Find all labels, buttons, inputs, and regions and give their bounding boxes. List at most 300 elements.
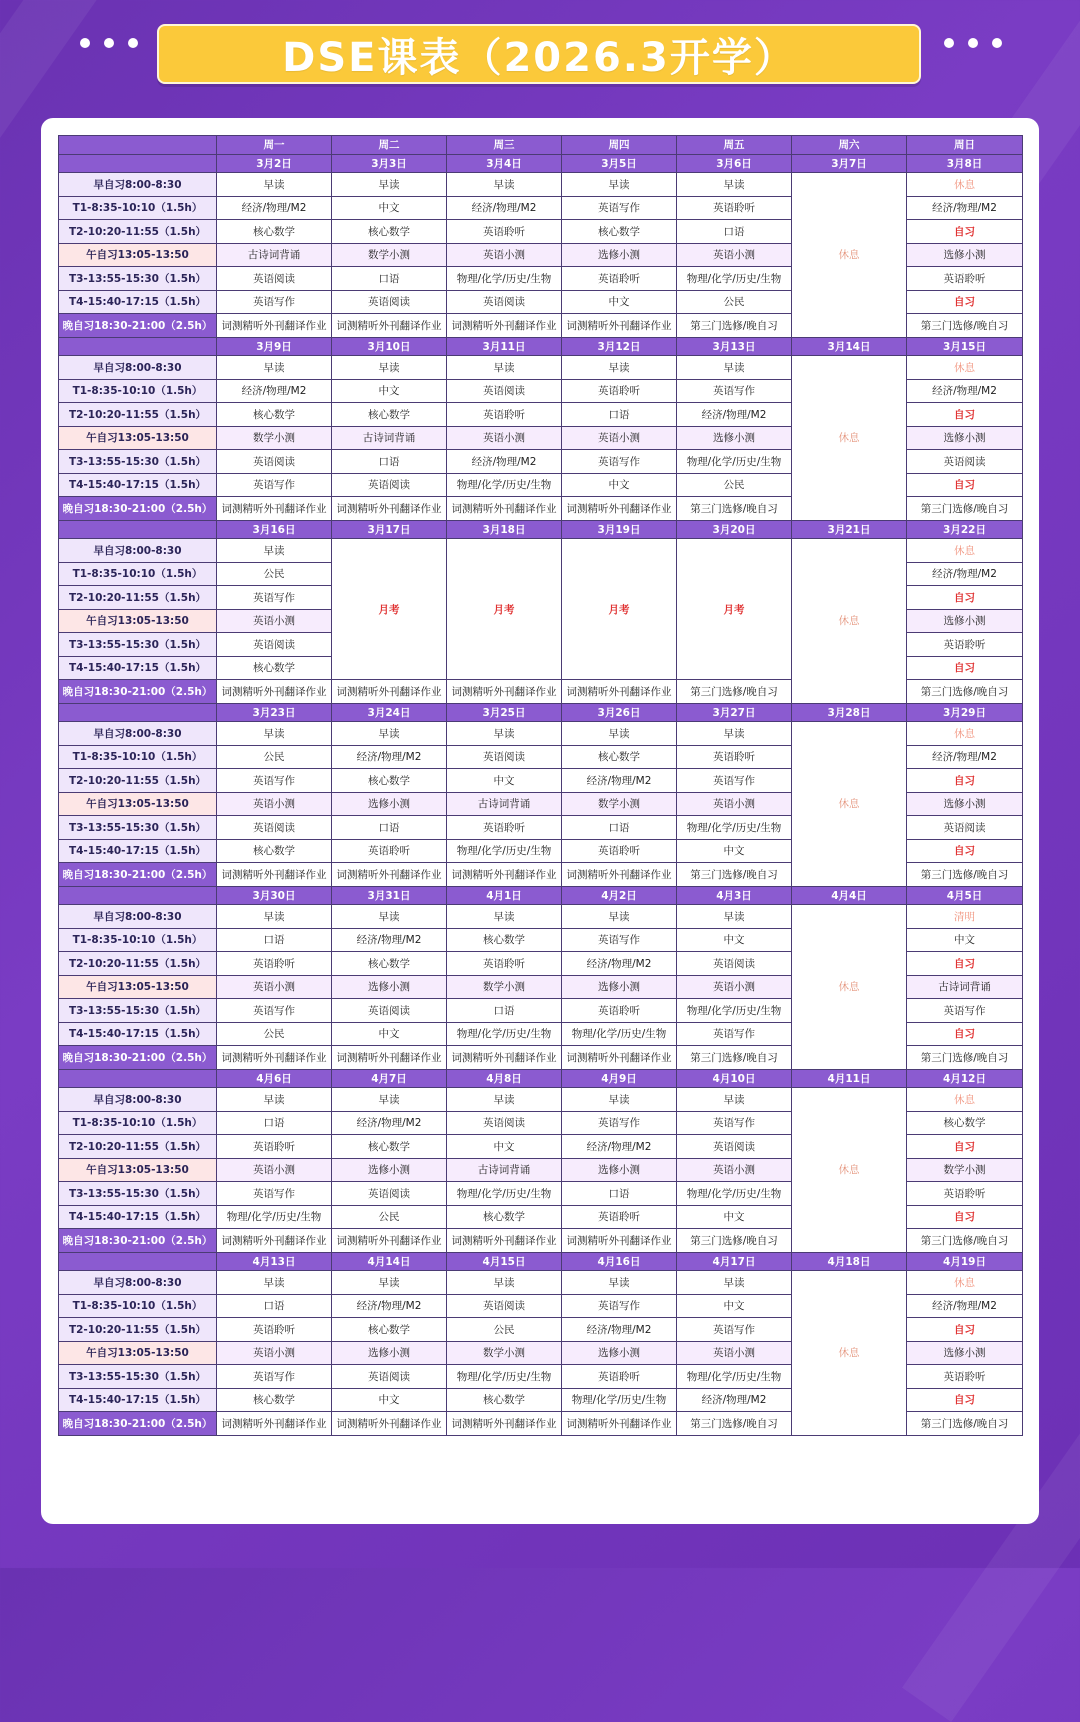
date-header: 4月9日 [562,1069,677,1088]
class-cell: 英语聆听 [217,1318,332,1342]
time-slot-label: T4-15:40-17:15（1.5h） [59,839,217,863]
class-cell: 英语写作 [217,1365,332,1389]
time-slot-label: T3-13:55-15:30（1.5h） [59,1182,217,1206]
time-slot-label: T1-8:35-10:10（1.5h） [59,1294,217,1318]
class-cell: 英语小测 [217,792,332,816]
class-cell: 英语写作 [217,290,332,314]
class-cell: 早读 [447,356,562,380]
date-header: 3月11日 [447,337,562,356]
class-cell: 早读 [677,1088,792,1112]
class-cell: 口语 [217,1111,332,1135]
time-slot-label: T1-8:35-10:10（1.5h） [59,1111,217,1135]
weekday-header: 周日 [907,136,1023,155]
class-cell: 早读 [217,722,332,746]
time-slot-label: 晚自习18:30-21:00（2.5h） [59,680,217,704]
sunday-cell: 英语阅读 [907,450,1023,474]
date-header: 3月3日 [332,154,447,173]
class-cell: 核心数学 [332,1135,447,1159]
sunday-cell: 英语聆听 [907,1365,1023,1389]
class-cell: 中文 [332,379,447,403]
class-cell: 物理/化学/历史/生物 [677,450,792,474]
schedule-row [59,539,1023,563]
class-cell: 口语 [332,267,447,291]
sunday-cell: 选修小测 [907,609,1023,633]
time-slot-label: T3-13:55-15:30（1.5h） [59,1365,217,1389]
sunday-cell: 经济/物理/M2 [907,562,1023,586]
date-header: 4月8日 [447,1069,562,1088]
class-cell: 英语聆听 [677,745,792,769]
class-cell: 数学小测 [447,1341,562,1365]
class-cell: 口语 [562,403,677,427]
date-header-corner [59,337,217,356]
time-slot-label: T1-8:35-10:10（1.5h） [59,928,217,952]
sunday-cell: 古诗词背诵 [907,975,1023,999]
class-cell: 英语写作 [217,1182,332,1206]
class-cell: 中文 [332,1022,447,1046]
time-slot-label: 午自习13:05-13:50 [59,426,217,450]
class-cell: 早读 [217,356,332,380]
class-cell: 英语小测 [447,426,562,450]
class-cell: 早读 [332,1271,447,1295]
date-header: 3月19日 [562,520,677,539]
class-cell: 词测精听外刊翻译作业 [332,1046,447,1070]
time-slot-label: T1-8:35-10:10（1.5h） [59,196,217,220]
date-header: 4月2日 [562,886,677,905]
date-header: 4月12日 [907,1069,1023,1088]
class-cell: 物理/化学/历史/生物 [677,1365,792,1389]
date-header: 3月31日 [332,886,447,905]
sunday-cell: 自习 [907,952,1023,976]
class-cell: 英语小测 [562,426,677,450]
class-cell: 经济/物理/M2 [332,745,447,769]
schedule-table [58,135,1023,1436]
class-cell: 选修小测 [677,426,792,450]
time-slot-label: 早自习8:00-8:30 [59,1271,217,1295]
class-cell: 英语写作 [562,196,677,220]
date-header-row [59,1252,1023,1271]
class-cell: 选修小测 [562,1341,677,1365]
class-cell: 古诗词背诵 [447,792,562,816]
time-slot-label: 午自习13:05-13:50 [59,1341,217,1365]
schedule-row [59,1271,1023,1295]
sunday-cell: 自习 [907,1022,1023,1046]
weekday-header: 周四 [562,136,677,155]
schedule-row [59,173,1023,197]
class-cell: 物理/化学/历史/生物 [562,1022,677,1046]
date-header: 3月15日 [907,337,1023,356]
time-slot-label: 午自习13:05-13:50 [59,1158,217,1182]
class-cell: 英语聆听 [447,403,562,427]
class-cell: 核心数学 [562,220,677,244]
class-cell: 英语写作 [217,586,332,610]
date-header: 3月16日 [217,520,332,539]
time-slot-label: T3-13:55-15:30（1.5h） [59,633,217,657]
class-cell: 早读 [447,905,562,929]
weekday-header: 周二 [332,136,447,155]
class-cell: 英语小测 [217,1341,332,1365]
class-cell: 经济/物理/M2 [217,196,332,220]
decorative-dots-right [944,38,1002,48]
class-cell: 英语写作 [562,450,677,474]
class-cell: 古诗词背诵 [447,1158,562,1182]
sunday-cell: 自习 [907,839,1023,863]
class-cell: 公民 [217,1022,332,1046]
monthly-exam-cell: 月考 [332,539,447,680]
date-header-corner [59,154,217,173]
class-cell: 词测精听外刊翻译作业 [562,863,677,887]
class-cell: 词测精听外刊翻译作业 [332,1229,447,1253]
time-slot-label: 早自习8:00-8:30 [59,905,217,929]
class-cell: 词测精听外刊翻译作业 [447,497,562,521]
sunday-cell: 第三门选修/晚自习 [907,680,1023,704]
class-cell: 词测精听外刊翻译作业 [332,497,447,521]
date-header: 4月16日 [562,1252,677,1271]
class-cell: 口语 [332,816,447,840]
date-header: 3月30日 [217,886,332,905]
class-cell: 词测精听外刊翻译作业 [562,680,677,704]
class-cell: 核心数学 [447,1388,562,1412]
sunday-cell: 清明 [907,905,1023,929]
class-cell: 核心数学 [217,656,332,680]
class-cell: 选修小测 [562,243,677,267]
date-header: 4月18日 [792,1252,907,1271]
time-slot-label: T3-13:55-15:30（1.5h） [59,267,217,291]
class-cell: 公民 [217,745,332,769]
class-cell: 经济/物理/M2 [562,1135,677,1159]
saturday-rest-cell: 休息 [792,722,907,887]
class-cell: 经济/物理/M2 [332,928,447,952]
date-header: 4月19日 [907,1252,1023,1271]
class-cell: 口语 [447,999,562,1023]
date-header: 4月3日 [677,886,792,905]
time-slot-label: 早自习8:00-8:30 [59,173,217,197]
class-cell: 物理/化学/历史/生物 [677,816,792,840]
class-cell: 早读 [562,905,677,929]
class-cell: 英语写作 [562,1294,677,1318]
date-header: 3月29日 [907,703,1023,722]
sunday-cell: 自习 [907,586,1023,610]
class-cell: 早读 [562,356,677,380]
date-header-row [59,337,1023,356]
class-cell: 早读 [677,722,792,746]
class-cell: 经济/物理/M2 [332,1111,447,1135]
class-cell: 经济/物理/M2 [562,769,677,793]
date-header: 3月13日 [677,337,792,356]
class-cell: 古诗词背诵 [217,243,332,267]
class-cell: 英语小测 [447,243,562,267]
time-slot-label: 早自习8:00-8:30 [59,722,217,746]
class-cell: 英语阅读 [332,999,447,1023]
class-cell: 词测精听外刊翻译作业 [217,863,332,887]
time-slot-label: T2-10:20-11:55（1.5h） [59,769,217,793]
sunday-cell: 选修小测 [907,243,1023,267]
class-cell: 英语写作 [677,1318,792,1342]
class-cell: 早读 [332,722,447,746]
class-cell: 核心数学 [217,220,332,244]
sunday-cell: 英语写作 [907,999,1023,1023]
class-cell: 英语阅读 [217,816,332,840]
class-cell: 词测精听外刊翻译作业 [562,314,677,338]
class-cell: 词测精听外刊翻译作业 [332,314,447,338]
class-cell: 第三门选修/晚自习 [677,1046,792,1070]
sunday-cell: 选修小测 [907,426,1023,450]
sunday-cell: 自习 [907,290,1023,314]
class-cell: 英语聆听 [562,267,677,291]
class-cell: 第三门选修/晚自习 [677,497,792,521]
class-cell: 英语聆听 [332,839,447,863]
class-cell: 经济/物理/M2 [217,379,332,403]
class-cell: 词测精听外刊翻译作业 [447,1412,562,1436]
date-header: 4月5日 [907,886,1023,905]
class-cell: 口语 [562,816,677,840]
class-cell: 中文 [677,1205,792,1229]
class-cell: 物理/化学/历史/生物 [447,1022,562,1046]
date-header: 4月17日 [677,1252,792,1271]
class-cell: 英语小测 [217,1158,332,1182]
sunday-cell: 中文 [907,928,1023,952]
title-banner [157,24,921,84]
saturday-rest-cell: 休息 [792,356,907,521]
class-cell: 核心数学 [332,220,447,244]
class-cell: 英语写作 [217,769,332,793]
class-cell: 词测精听外刊翻译作业 [447,680,562,704]
sunday-cell: 第三门选修/晚自习 [907,497,1023,521]
class-cell: 英语小测 [677,975,792,999]
class-cell: 早读 [447,1271,562,1295]
time-slot-label: T3-13:55-15:30（1.5h） [59,450,217,474]
class-cell: 英语小测 [677,1158,792,1182]
date-header: 3月25日 [447,703,562,722]
sunday-cell: 第三门选修/晚自习 [907,863,1023,887]
sunday-cell: 选修小测 [907,1341,1023,1365]
date-header-corner [59,520,217,539]
class-cell: 早读 [217,1271,332,1295]
class-cell: 选修小测 [332,975,447,999]
sunday-cell: 休息 [907,722,1023,746]
time-slot-label: T2-10:20-11:55（1.5h） [59,403,217,427]
class-cell: 早读 [332,905,447,929]
class-cell: 英语写作 [217,999,332,1023]
class-cell: 物理/化学/历史/生物 [447,473,562,497]
class-cell: 中文 [677,1294,792,1318]
class-cell: 词测精听外刊翻译作业 [332,680,447,704]
date-header: 3月4日 [447,154,562,173]
date-header: 4月4日 [792,886,907,905]
class-cell: 核心数学 [332,403,447,427]
class-cell: 词测精听外刊翻译作业 [217,1229,332,1253]
class-cell: 经济/物理/M2 [562,952,677,976]
class-cell: 词测精听外刊翻译作业 [562,1412,677,1436]
class-cell: 物理/化学/历史/生物 [447,1365,562,1389]
class-cell: 英语阅读 [447,290,562,314]
weekday-header: 周三 [447,136,562,155]
class-cell: 早读 [217,905,332,929]
class-cell: 词测精听外刊翻译作业 [217,497,332,521]
date-header: 3月26日 [562,703,677,722]
class-cell: 英语聆听 [447,816,562,840]
class-cell: 词测精听外刊翻译作业 [332,1412,447,1436]
date-header: 3月17日 [332,520,447,539]
date-header: 3月5日 [562,154,677,173]
sunday-cell: 自习 [907,1318,1023,1342]
class-cell: 英语阅读 [332,1365,447,1389]
class-cell: 中文 [332,1388,447,1412]
class-cell: 经济/物理/M2 [562,1318,677,1342]
date-header: 3月7日 [792,154,907,173]
sunday-cell: 自习 [907,769,1023,793]
time-slot-label: T2-10:20-11:55（1.5h） [59,1318,217,1342]
class-cell: 英语小测 [217,975,332,999]
time-slot-label: T3-13:55-15:30（1.5h） [59,999,217,1023]
time-slot-label: T4-15:40-17:15（1.5h） [59,656,217,680]
class-cell: 经济/物理/M2 [332,1294,447,1318]
sunday-cell: 第三门选修/晚自习 [907,314,1023,338]
sunday-cell: 经济/物理/M2 [907,379,1023,403]
date-header: 4月1日 [447,886,562,905]
class-cell: 核心数学 [332,1318,447,1342]
class-cell: 口语 [217,1294,332,1318]
class-cell: 英语阅读 [447,1294,562,1318]
class-cell: 英语写作 [677,1111,792,1135]
class-cell: 词测精听外刊翻译作业 [447,314,562,338]
sunday-cell: 休息 [907,173,1023,197]
date-header: 4月10日 [677,1069,792,1088]
weekday-header: 周六 [792,136,907,155]
class-cell: 英语聆听 [447,952,562,976]
monthly-exam-cell: 月考 [677,539,792,680]
time-slot-label: T2-10:20-11:55（1.5h） [59,586,217,610]
time-slot-label: 晚自习18:30-21:00（2.5h） [59,314,217,338]
class-cell: 口语 [332,450,447,474]
date-header: 4月15日 [447,1252,562,1271]
class-cell: 词测精听外刊翻译作业 [217,1046,332,1070]
class-cell: 词测精听外刊翻译作业 [447,1229,562,1253]
class-cell: 英语阅读 [332,473,447,497]
class-cell: 中文 [677,928,792,952]
class-cell: 英语阅读 [332,1182,447,1206]
monthly-exam-cell: 月考 [562,539,677,680]
class-cell: 早读 [332,1088,447,1112]
sunday-cell: 经济/物理/M2 [907,1294,1023,1318]
class-cell: 选修小测 [332,1158,447,1182]
sunday-cell: 休息 [907,1271,1023,1295]
class-cell: 选修小测 [332,1341,447,1365]
class-cell: 公民 [332,1205,447,1229]
time-slot-label: 早自习8:00-8:30 [59,539,217,563]
sunday-cell: 核心数学 [907,1111,1023,1135]
class-cell: 英语小测 [677,1341,792,1365]
date-header-corner [59,1252,217,1271]
class-cell: 第三门选修/晚自习 [677,1412,792,1436]
time-slot-label: T1-8:35-10:10（1.5h） [59,745,217,769]
time-slot-label: T2-10:20-11:55（1.5h） [59,1135,217,1159]
date-header: 4月14日 [332,1252,447,1271]
time-slot-label: T4-15:40-17:15（1.5h） [59,1388,217,1412]
class-cell: 早读 [677,173,792,197]
schedule-row [59,905,1023,929]
class-cell: 早读 [332,356,447,380]
class-cell: 早读 [217,539,332,563]
class-cell: 早读 [562,173,677,197]
date-header-row [59,886,1023,905]
class-cell: 词测精听外刊翻译作业 [562,1229,677,1253]
class-cell: 英语聆听 [447,220,562,244]
sunday-cell: 英语聆听 [907,267,1023,291]
class-cell: 物理/化学/历史/生物 [447,267,562,291]
date-header: 3月22日 [907,520,1023,539]
time-slot-label: 早自习8:00-8:30 [59,356,217,380]
class-cell: 口语 [677,220,792,244]
class-cell: 英语写作 [217,473,332,497]
saturday-rest-cell: 休息 [792,1088,907,1253]
date-header: 3月10日 [332,337,447,356]
time-slot-label: T2-10:20-11:55（1.5h） [59,952,217,976]
date-header-row [59,1069,1023,1088]
sunday-cell: 英语聆听 [907,633,1023,657]
class-cell: 数学小测 [217,426,332,450]
date-header: 3月20日 [677,520,792,539]
class-cell: 英语聆听 [677,196,792,220]
saturday-rest-cell: 休息 [792,539,907,704]
class-cell: 口语 [217,928,332,952]
class-cell: 物理/化学/历史/生物 [217,1205,332,1229]
class-cell: 英语阅读 [447,745,562,769]
class-cell: 早读 [677,905,792,929]
class-cell: 早读 [562,1088,677,1112]
class-cell: 英语聆听 [562,999,677,1023]
date-header-row [59,154,1023,173]
class-cell: 公民 [447,1318,562,1342]
class-cell: 早读 [332,173,447,197]
class-cell: 词测精听外刊翻译作业 [447,1046,562,1070]
class-cell: 词测精听外刊翻译作业 [332,863,447,887]
date-header-row [59,520,1023,539]
class-cell: 核心数学 [447,1205,562,1229]
class-cell: 核心数学 [562,745,677,769]
class-cell: 核心数学 [217,403,332,427]
date-header: 3月24日 [332,703,447,722]
class-cell: 英语聆听 [562,379,677,403]
sunday-cell: 选修小测 [907,792,1023,816]
class-cell: 物理/化学/历史/生物 [447,839,562,863]
date-header: 4月11日 [792,1069,907,1088]
weekday-header: 周五 [677,136,792,155]
class-cell: 中文 [447,769,562,793]
sunday-cell: 经济/物理/M2 [907,196,1023,220]
class-cell: 选修小测 [562,1158,677,1182]
time-slot-label: T4-15:40-17:15（1.5h） [59,473,217,497]
class-cell: 英语写作 [677,1022,792,1046]
class-cell: 中文 [677,839,792,863]
class-cell: 公民 [217,562,332,586]
time-slot-label: 晚自习18:30-21:00（2.5h） [59,497,217,521]
date-header-corner [59,886,217,905]
class-cell: 词测精听外刊翻译作业 [562,497,677,521]
date-header: 3月23日 [217,703,332,722]
weekday-header: 周一 [217,136,332,155]
class-cell: 第三门选修/晚自习 [677,314,792,338]
class-cell: 早读 [562,1271,677,1295]
date-header-corner [59,1069,217,1088]
sunday-cell: 自习 [907,473,1023,497]
class-cell: 核心数学 [332,769,447,793]
date-header: 3月2日 [217,154,332,173]
time-slot-label: T2-10:20-11:55（1.5h） [59,220,217,244]
class-cell: 英语阅读 [332,290,447,314]
time-slot-label: T4-15:40-17:15（1.5h） [59,290,217,314]
class-cell: 物理/化学/历史/生物 [677,267,792,291]
monthly-exam-cell: 月考 [447,539,562,680]
